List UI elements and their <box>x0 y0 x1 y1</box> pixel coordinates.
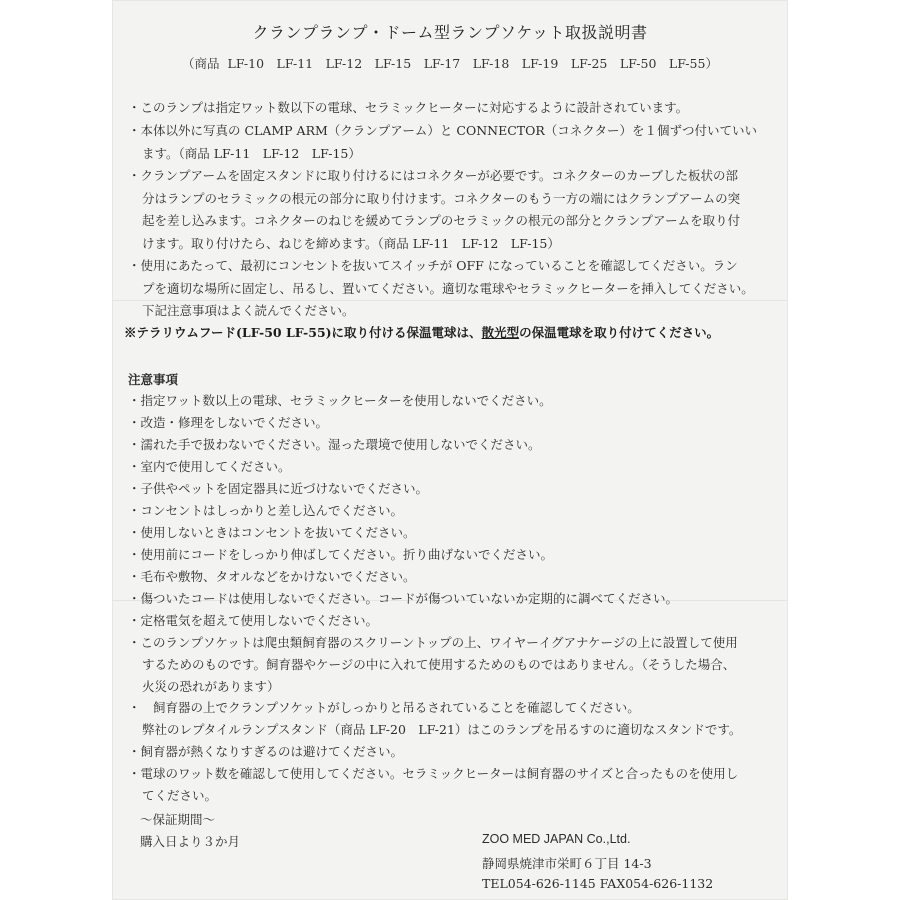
company-address: 静岡県焼津市栄町６丁目 14-3 <box>482 856 652 871</box>
document-title: クランプランプ・ドーム型ランプソケット取扱説明書 <box>252 23 648 42</box>
caution-item: ・定格電気を超えて使用しないでください。 <box>128 613 379 628</box>
intro-line: けます。取り付けたら、ねじを締めます。（商品 LF-11 LF-12 LF-15） <box>142 236 560 251</box>
caution-item: ・子供やペットを固定器具に近づけないでください。 <box>128 481 429 496</box>
caution-item: ・飼育器が熱くなりすぎるのは避けてください。 <box>128 744 404 759</box>
caution-item: ・毛布や敷物、タオルなどをかけないでください。 <box>128 569 416 584</box>
caution-item: ・使用前にコードをしっかり伸ばしてください。折り曲げないでください。 <box>128 547 554 562</box>
intro-line: 分はランプのセラミックの根元の部分に取り付けます。コネクターのもう一方の端にはクランプアームの突 <box>142 191 741 206</box>
caution-item: ・使用しないときはコンセントを抜いてください。 <box>128 525 416 540</box>
model-list: （商品 LF-10 LF-11 LF-12 LF-15 LF-17 LF-18 LF-19 LF-25 LF-50 LF-55） <box>182 56 718 71</box>
caution-item: ・室内で使用してください。 <box>128 459 291 474</box>
company-name: ZOO MED JAPAN Co.,Ltd. <box>482 832 631 846</box>
paper-fold-line <box>112 300 788 301</box>
intro-line: 起を差し込みます。コネクターのねじを緩めてランプのセラミックの根元の部分とクランプアームを取り付 <box>142 213 741 228</box>
caution-item: ・電球のワット数を確認して使用してください。セラミックヒーターは飼育器のサイズと合ったものを使用し <box>128 766 739 781</box>
caution-item: てください。 <box>142 788 218 803</box>
caution-item: ・傷ついたコードは使用しないでください。コードが傷ついていないか定期的に調べてください。 <box>128 591 679 606</box>
intro-line: ・本体以外に写真の CLAMP ARM（クランプアーム）と CONNECTOR（コネクター）を１個ずつ付いていい <box>128 123 758 138</box>
intro-line: ます。（商品 LF-11 LF-12 LF-15） <box>142 146 361 161</box>
intro-line: ・このランプは指定ワット数以下の電球、セラミックヒーターに対応するように設計されています。 <box>128 100 689 115</box>
intro-line: ・使用にあたって、最初にコンセントを抜いてスイッチが OFF になっていることを確認してください。ラン <box>128 258 738 273</box>
intro-line: 下記注意事項はよく読んでください。 <box>142 303 355 318</box>
terrarium-notice <box>124 325 719 341</box>
intro-line: ・クランプアームを固定スタンドに取り付けるにはコネクターが必要です。コネクターのカーブした板状の部 <box>128 168 739 183</box>
cautions-heading: 注意事項 <box>128 372 179 387</box>
notice-text: ※テラリウムフード(LF-50 LF-55)に取り付ける保温電球は、 <box>124 325 482 340</box>
caution-item: 弊社のレプタイルランプスタンド（商品 LF-20 LF-21）はこのランプを吊るすのに適切なスタンドです。 <box>142 722 742 737</box>
caution-item: ・ 飼育器の上でクランプソケットがしっかりと吊るされていることを確認してください。 <box>128 700 640 715</box>
company-contact: TEL054-626-1145 FAX054-626-1132 <box>482 876 714 891</box>
caution-item: ・濡れた手で扱わないでください。湿った環境で使用しないでください。 <box>128 437 541 452</box>
caution-item: ・改造・修理をしないでください。 <box>128 415 329 430</box>
warranty-heading: 〜保証期間〜 <box>140 812 216 827</box>
caution-item: ・コンセントはしっかりと差し込んでください。 <box>128 503 404 518</box>
instruction-sheet <box>112 0 788 900</box>
warranty-period: 購入日より３か月 <box>140 834 241 849</box>
intro-line: プを適切な場所に固定し、吊るし、置いてください。適切な電球やセラミックヒーターを挿入してください。 <box>142 281 754 296</box>
notice-emphasis: 散光型 <box>481 325 520 340</box>
caution-item: するためのものです。飼育器やケージの中に入れて使用するためのものではありません。（そうした場合、 <box>142 657 736 672</box>
caution-item: ・このランプソケットは爬虫類飼育器のスクリーントップの上、ワイヤーイグアナケージの上に設置して使用 <box>128 635 738 650</box>
caution-item: ・指定ワット数以上の電球、セラミックヒーターを使用しないでください。 <box>128 393 552 408</box>
notice-text: の保温電球を取り付けてください。 <box>519 325 720 340</box>
caution-item: 火災の恐れがあります） <box>142 679 280 694</box>
